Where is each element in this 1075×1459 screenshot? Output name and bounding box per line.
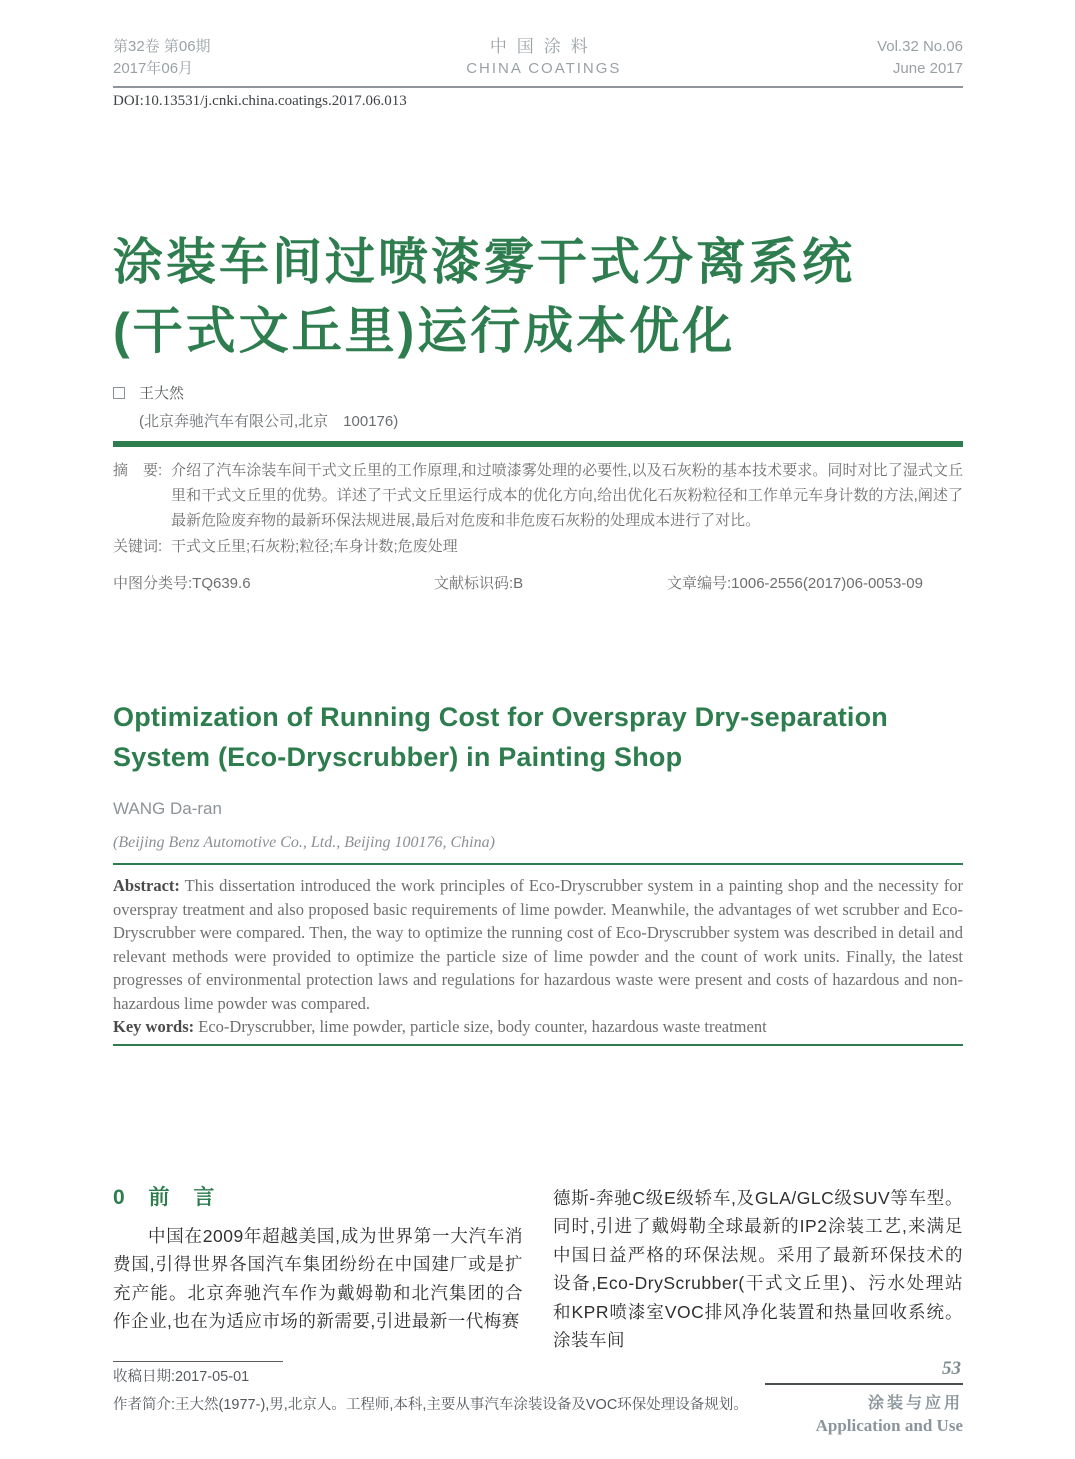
journal-name-cn: 中国涂料 <box>489 37 598 56</box>
abstract-cn-label: 摘 要: <box>113 462 163 479</box>
keywords-cn <box>113 534 963 559</box>
corner-rule <box>765 1383 963 1385</box>
received-date: 收稿日期:2017-05-01 <box>113 1368 250 1385</box>
keywords-cn-label: 关键词: <box>113 538 163 555</box>
divider-thin-green-top <box>113 863 963 865</box>
classification-row <box>113 572 963 593</box>
author-marker-icon <box>113 387 125 399</box>
clc-number: 中图分类号:TQ639.6 <box>113 575 251 592</box>
body-text-right: 德斯-奔驰C级E级轿车,及GLA/GLC级SUV等车型。同时,引进了戴姆勒全球最新的IP2涂装工艺,来满足中国日益严格的环保法规。采用了最新环保技术的设备,Eco-DryScrubber(干式文丘里)、污水处理站和KPR喷漆室VOC排风净化装置和热量回收系统。涂装车间 <box>553 1187 963 1350</box>
article-title-cn-line1: 涂装车间过喷漆雾干式分离系统 <box>113 234 855 290</box>
volume-issue-en: Vol.32 No.06 <box>877 38 963 55</box>
page-number: 53 <box>942 1358 961 1379</box>
document-code: 文献标识码:B <box>434 575 524 592</box>
abstract-en-label: Abstract: <box>113 876 180 895</box>
header-left <box>113 36 211 80</box>
article-title-en-line1: Optimization of Running Cost for Overspray Dry-separation <box>113 702 888 732</box>
divider-thin-green-bottom <box>113 1044 963 1046</box>
divider-thick-green <box>113 441 963 447</box>
column-title-cn: 涂装与应用 <box>867 1395 963 1412</box>
article-title-cn <box>113 228 963 366</box>
author-bio: 作者简介:王大然(1977-),男,北京人。工程师,本科,主要从事汽车涂装设备及VOC环保处理设备规划。 <box>113 1396 748 1413</box>
article-id: 文章编号:1006-2556(2017)06-0053-09 <box>667 575 923 592</box>
abstract-cn <box>113 458 963 533</box>
author-name-cn: 王大然 <box>139 385 185 402</box>
keywords-cn-text: 干式文丘里;石灰粉;粒径;车身计数;危废处理 <box>171 538 458 555</box>
affiliation-en: (Beijing Benz Automotive Co., Ltd., Beijing 100176, China) <box>113 834 495 851</box>
abstract-en <box>113 874 963 1015</box>
affiliation-cn: (北京奔驰汽车有限公司,北京 100176) <box>139 413 399 430</box>
section-heading: 0 前 言 <box>113 1185 224 1209</box>
footnote-rule <box>113 1361 283 1362</box>
column-title-en: Application and Use <box>815 1416 963 1435</box>
article-title-en-line2: System (Eco-Dryscrubber) in Painting Shop <box>113 742 683 772</box>
author-name-en: WANG Da-ran <box>113 799 222 818</box>
volume-issue-cn: 第32卷 第06期 <box>113 38 211 55</box>
journal-name-en: CHINA COATINGS <box>466 60 622 77</box>
keywords-en-label: Key words: <box>113 1017 195 1036</box>
column-left <box>113 1181 523 1355</box>
article-title-en <box>113 697 963 777</box>
header-right <box>877 36 963 80</box>
abstract-en-text: This dissertation introduced the work principles of Eco-Dryscrubber system in a painting shop and the necessity for overspray treatment and also proposed basic requirements of lime powder. Meanwhile, the advantages of wet scrubber and Eco-Dryscrubber were compared. Then, the way to optimize the running cost of Eco-Dryscrubber system was described in detail and relevant methods were provided to optimize the particle size of lime powder and the count of work units. Finally, the latest progresses of environmental protection laws and regulations for hazardous waste were present and costs of hazardous and non-hazardous lime powder was compared. <box>113 876 963 1013</box>
author-row <box>113 382 963 403</box>
section-0-foreword <box>113 1181 963 1355</box>
column-right <box>553 1181 963 1355</box>
body-text-left: 中国在2009年超越美国,成为世界第一大汽车消费国,引得世界各国汽车集团纷纷在中国建厂或是扩充产能。北京奔驰汽车作为戴姆勒和北汽集团的合作企业,也在为适应市场的新需要,引进最新一代梅赛 <box>113 1225 523 1331</box>
keywords-en <box>113 1015 963 1039</box>
article-title-cn-line2: (干式文丘里)运行成本优化 <box>113 303 736 359</box>
abstract-cn-text: 介绍了汽车涂装车间干式文丘里的工作原理,和过喷漆雾处理的必要性,以及石灰粉的基本技术要求。同时对比了湿式文丘里和干式文丘里的优势。详述了干式文丘里运行成本的优化方向,给出优化石灰粉粒径和工作单元车身计数的方法,阐述了最新危险废弃物的最新环保法规进展,最后对危废和非危废石灰粉的处理成本进行了对比。 <box>171 462 963 529</box>
keywords-en-text: Eco-Dryscrubber, lime powder, particle size, body counter, hazardous waste treatment <box>198 1017 767 1036</box>
date-cn: 2017年06月 <box>113 60 194 77</box>
date-en: June 2017 <box>892 60 963 77</box>
doi-line: DOI:10.13531/j.cnki.china.coatings.2017.06.013 <box>113 93 407 109</box>
header-center <box>466 36 621 80</box>
journal-header <box>113 36 963 88</box>
corner-footer <box>765 1358 963 1436</box>
